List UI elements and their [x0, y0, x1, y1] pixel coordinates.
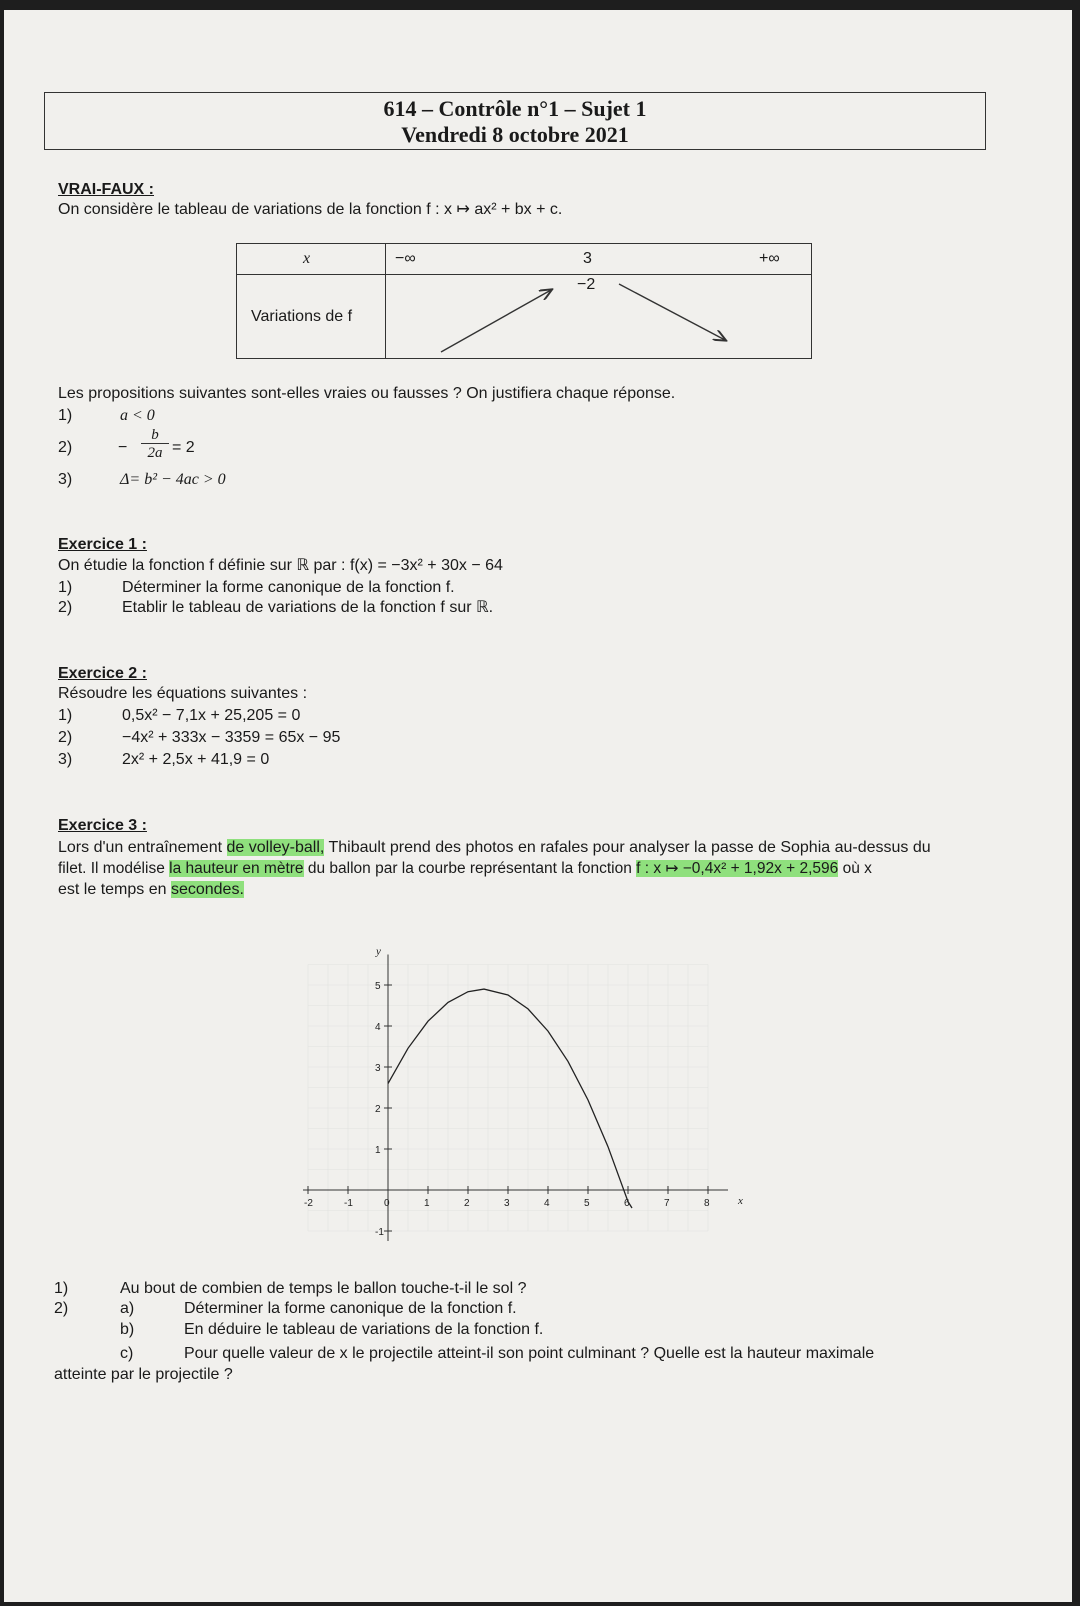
ex3-heading: Exercice 3 : — [58, 817, 147, 834]
ex2-item-3: 2x² + 2,5x + 41,9 = 0 — [122, 751, 270, 768]
exam-title: 614 – Contrôle n°1 – Sujet 1 — [383, 96, 647, 121]
vraifaux-heading: VRAI-FAUX : — [58, 181, 154, 198]
x-tick-label: 5 — [584, 1198, 590, 1209]
x-tick-label: 7 — [664, 1198, 670, 1209]
ex2-item-2: −4x² + 333x − 3359 = 65x − 95 — [122, 729, 341, 746]
ex2-intro: Résoudre les équations suivantes : — [58, 685, 308, 702]
x-axis-label: x — [738, 1195, 743, 1207]
vraifaux-item-1-num: 1) — [58, 407, 73, 424]
function-graph — [290, 915, 770, 1255]
fraction-numerator: b — [141, 427, 169, 444]
y-tick-label: 1 — [375, 1145, 381, 1156]
y-tick-label: 5 — [375, 981, 381, 992]
variation-arrows — [237, 244, 813, 360]
ex1-item-1-num: 1) — [58, 579, 73, 596]
ex2-item-2-num: 2) — [58, 729, 73, 746]
y-tick-label: 3 — [375, 1063, 381, 1074]
decreasing-arrow — [619, 284, 725, 340]
ex1-item-2: Etablir le tableau de variations de la fonction f sur ℝ. — [122, 599, 494, 616]
table-variations-label: Variations de f — [251, 308, 353, 325]
y-tick-label: 2 — [375, 1104, 381, 1115]
ex3-q2c-label: c) — [120, 1345, 134, 1362]
x-tick-label: 4 — [544, 1198, 550, 1209]
vraifaux-intro: On considère le tableau de variations de la fonction f : x ↦ ax² + bx + c. — [58, 201, 563, 218]
vraifaux-item-2-prefix: − — [118, 439, 128, 456]
ex1-item-2-num: 2) — [58, 599, 73, 616]
vraifaux-item-1: a < 0 — [120, 407, 155, 424]
ex3-q1-num: 1) — [54, 1280, 69, 1297]
parabola-curve — [388, 989, 632, 1208]
x-tick-label: 2 — [464, 1198, 470, 1209]
y-axis-label: y — [376, 945, 381, 958]
ex3-line-2: filet. Il modélise la hauteur en mètre du ballon par la courbe représentant la fonction f : x ↦ −0,4x² + 1,92x + 2,596 où x — [58, 860, 872, 877]
ex3-line-1: Lors d'un entraînement de volley-ball, Thibault prend des photos en rafales pour analyser la passe de Sophia au-dessus du — [58, 839, 931, 856]
vraifaux-item-2-num: 2) — [58, 439, 73, 456]
x-tick-label: 6 — [624, 1198, 630, 1209]
x-tick-label: 1 — [424, 1198, 430, 1209]
highlight-volley: de volley-ball, — [226, 839, 325, 856]
y-tick-label: -1 — [375, 1227, 384, 1238]
ex3-q2-num: 2) — [54, 1300, 69, 1317]
ex3-q2c: Pour quelle valeur de x le projectile atteint-il son point culminant ? Quelle est la hauteur maximale — [184, 1345, 875, 1362]
ex2-item-1: 0,5x² − 7,1x + 25,205 = 0 — [122, 707, 301, 724]
ex2-item-1-num: 1) — [58, 707, 73, 724]
y-tick-label: 4 — [375, 1022, 381, 1033]
ex3-q2a: Déterminer la forme canonique de la fonction f. — [184, 1300, 517, 1317]
table-max-value: −2 — [577, 276, 596, 293]
ex2-heading: Exercice 2 : — [58, 665, 147, 682]
ex3-line-3: est le temps en secondes. — [58, 881, 244, 898]
vraifaux-item-3-num: 3) — [58, 471, 73, 488]
table-x-mid: 3 — [583, 250, 592, 267]
ex1-item-1: Déterminer la forme canonique de la fonction f. — [122, 579, 455, 596]
x-tick-label: -1 — [344, 1198, 353, 1209]
table-plus-infinity: +∞ — [759, 250, 780, 267]
ex3-q2a-label: a) — [120, 1300, 135, 1317]
fraction-denominator: 2a — [147, 445, 163, 461]
variation-table — [236, 243, 812, 359]
vraifaux-question: Les propositions suivantes sont-elles vraies ou fausses ? On justifiera chaque réponse. — [58, 385, 676, 402]
vraifaux-item-2-suffix: = 2 — [172, 439, 195, 456]
ex1-heading: Exercice 1 : — [58, 536, 147, 553]
increasing-arrow — [441, 290, 551, 352]
table-minus-infinity: −∞ — [395, 250, 416, 267]
ex3-q2b-label: b) — [120, 1321, 135, 1338]
ex3-q1: Au bout de combien de temps le ballon touche-t-il le sol ? — [120, 1280, 527, 1297]
highlight-secondes: secondes. — [170, 881, 244, 898]
ex2-item-3-num: 3) — [58, 751, 73, 768]
ex1-intro: On étudie la fonction f définie sur ℝ par : f(x) = −3x² + 30x − 64 — [58, 557, 503, 574]
x-tick-label: -2 — [304, 1198, 313, 1209]
exam-date: Vendredi 8 octobre 2021 — [401, 122, 629, 147]
highlight-hauteur: la hauteur en mètre — [169, 860, 304, 877]
highlight-function: f : x ↦ −0,4x² + 1,92x + 2,596 — [636, 860, 839, 877]
x-tick-label: 3 — [504, 1198, 510, 1209]
table-x-label: x — [303, 250, 311, 267]
ex3-q2b: En déduire le tableau de variations de la fonction f. — [184, 1321, 544, 1338]
ex3-q2c-cont: atteinte par le projectile ? — [54, 1366, 233, 1383]
x-tick-label: 0 — [384, 1198, 390, 1209]
x-tick-label: 8 — [704, 1198, 710, 1209]
vraifaux-item-3: Δ= b² − 4ac > 0 — [120, 471, 226, 488]
exam-header — [44, 92, 986, 150]
